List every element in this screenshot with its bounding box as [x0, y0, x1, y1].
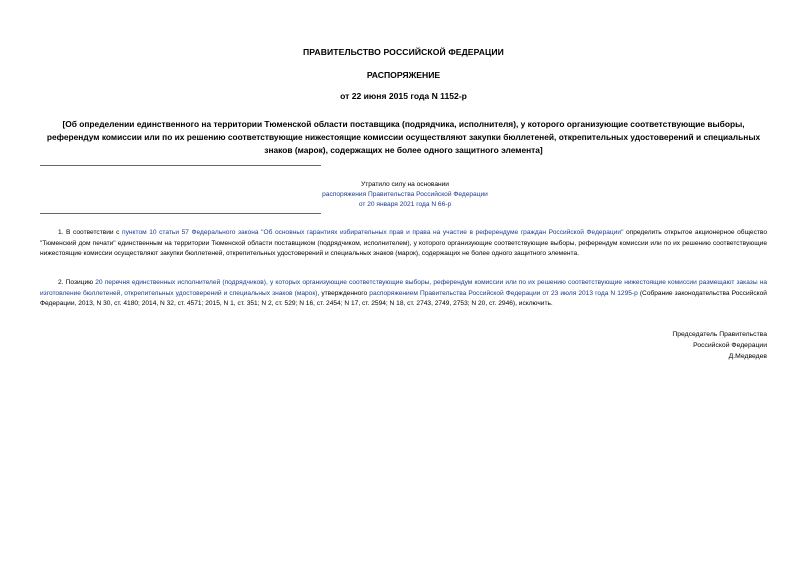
document-date-number: от 22 июня 2015 года N 1152-р [340, 91, 467, 101]
document-title: [Об определении единственного на территории Тюменской области поставщика (подрядчика, исполнителя), у которого организующие соответствующие выборы, референдум комиссии или по их решению соответствующие нижестоящие комиссии осуществляют закупки бюллетеней, открепительных удостоверений и специальных знаков (марок), содержащих не более одного защитного элемента] [46, 119, 761, 155]
divider-top [40, 165, 321, 166]
paragraph-2 [40, 278, 767, 310]
status-note-link[interactable]: распоряжения Правительства Российской Федерации [322, 191, 488, 198]
paragraph-2-post: (Собрание законодательства Российской Федерации, 2013, N 30, ст. 4180; 2014, N 32, ст. 4571; 2015, N 1, ст. 351; N 2, ст. 529; N 16, ст. 2454; N 17, ст. 2594; N 18, ст. 2743, 2749, 2753; N 20, ст. 2946), исключить. [40, 289, 767, 308]
signature-name: Д.Медведев [728, 353, 767, 360]
paragraph-2-pre: 2. Позицию [58, 279, 96, 286]
paragraph-1-law-link[interactable]: пунктом 10 статьи 57 Федерального закона "Об основных гарантиях избирательных прав и права на участие в референдуме граждан Российской Федерации" [122, 229, 624, 236]
status-note-line1: Утратило силу на основании [361, 181, 449, 188]
signature-country: Российской Федерации [693, 342, 767, 349]
organization-heading: ПРАВИТЕЛЬСТВО РОССИЙСКОЙ ФЕДЕРАЦИИ [303, 47, 504, 57]
signature-position: Председатель Правительства [672, 331, 767, 338]
divider-bottom [40, 213, 321, 214]
paragraph-1 [40, 228, 767, 260]
status-note-link-date[interactable]: от 20 января 2021 года N 66-р [358, 201, 452, 208]
document-type-heading: РАСПОРЯЖЕНИЕ [366, 70, 441, 80]
paragraph-1-post: определить открытое акционерное общество "Тюменский дом печати" единственным на территории Тюменской области поставщиком (подрядчиком, исполнителем), у которого организующие соответствующие выборы, референдум комиссии или по их решению соответствующие нижестоящие комиссии осуществляют закупки бюллетеней, открепительных удостоверений и специальных знаков (марок), содержащих не более одного защитного элемента. [40, 229, 767, 258]
paragraph-2-order-link[interactable]: распоряжением Правительства Российской Федерации от 23 июля 2013 года N 1295-р [369, 289, 638, 297]
paragraph-1-pre: 1. В соответствии с [58, 229, 123, 236]
paragraph-2-list-link[interactable]: 20 перечня единственных исполнителей (подрядчиков), у которых организующие соответствующие выборы, референдум комиссии или по их решению соответствующие нижестоящие комиссии размещают заказы на изготовление бюллетеней, открепительных удостоверений и специальных знаков (марок) [40, 279, 768, 297]
paragraph-2-mid: , утвержденного [317, 289, 370, 297]
